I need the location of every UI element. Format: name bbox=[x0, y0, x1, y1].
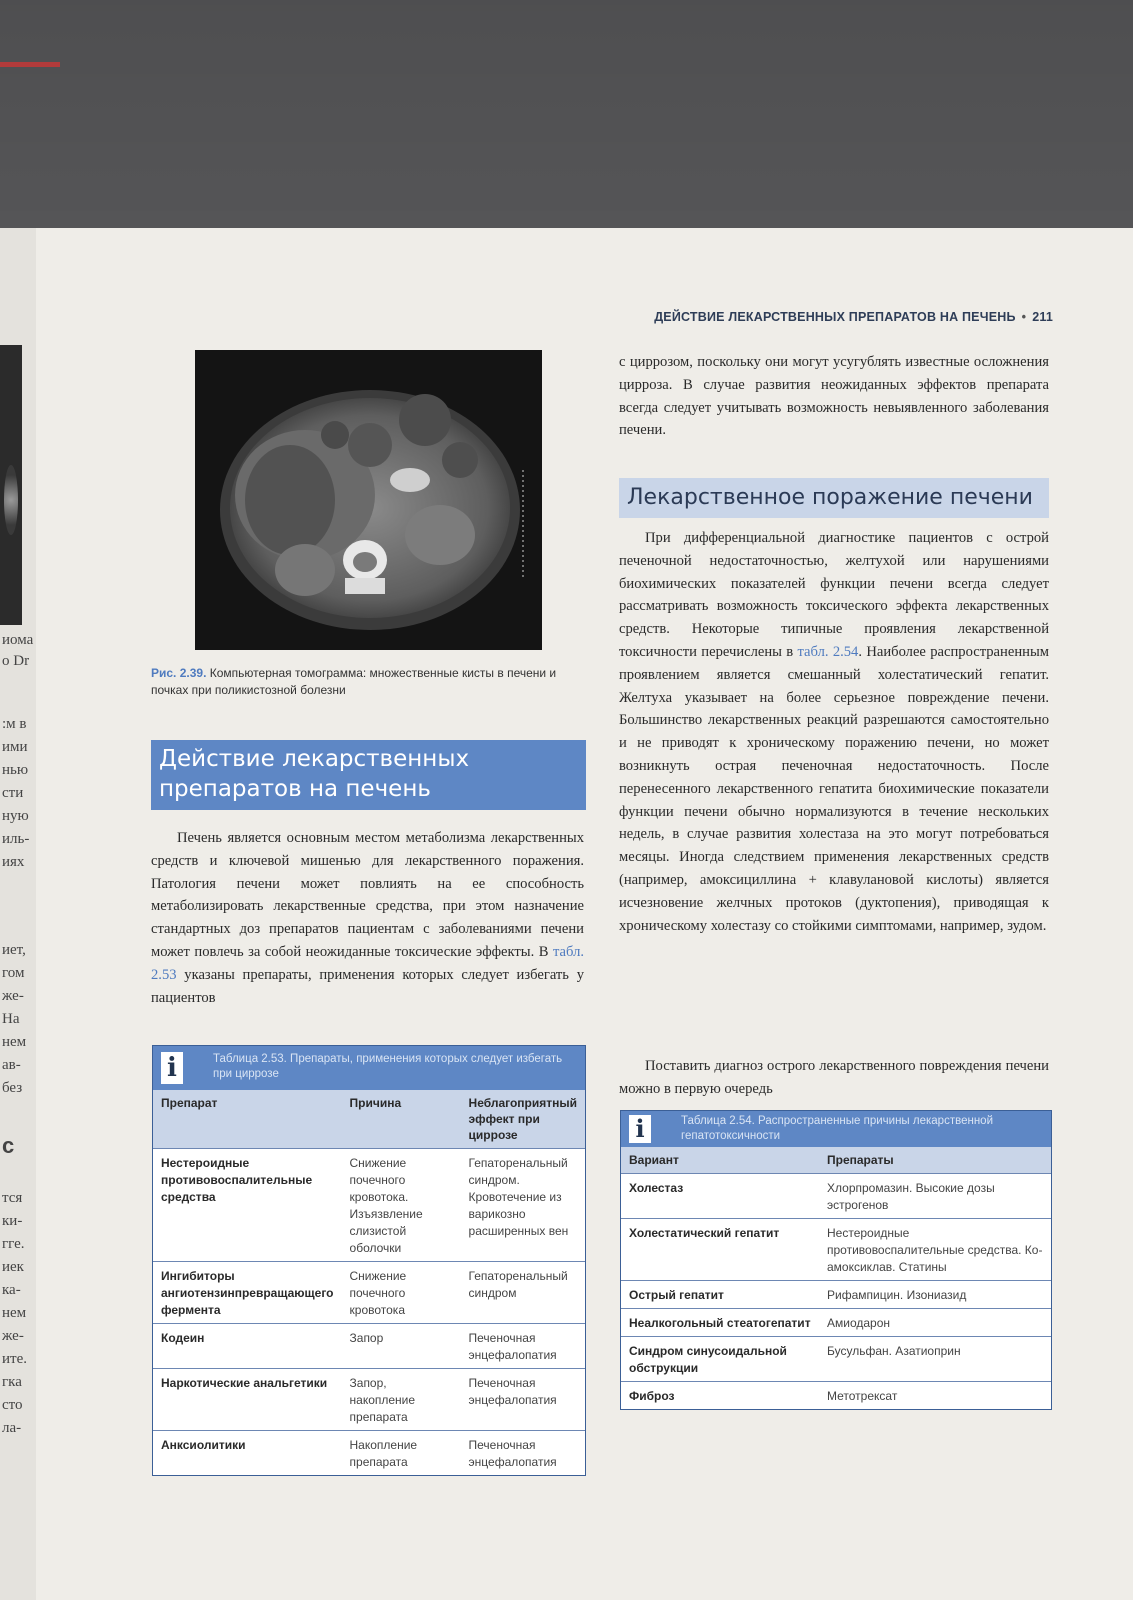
margin-fragment: иома bbox=[2, 632, 34, 648]
paragraph-text: Печень является основным местом метаболизма лекарственных средств и ключевой мишенью для лекарственного поражения. Патология печени может повлиять на ее способность метаболизировать лекарственные средства, при этом назначение стандартных доз препаратов пациентам с заболеваниями печени может повлечь за собой неожиданные токсические эффекты. В bbox=[151, 830, 584, 960]
margin-fragment: ими bbox=[2, 739, 28, 755]
margin-fragment: ла- bbox=[2, 1420, 22, 1436]
table-row bbox=[621, 1382, 1051, 1410]
table-cell: Наркотические анальгетики bbox=[153, 1369, 342, 1431]
margin-fragment: сто bbox=[2, 1397, 23, 1413]
margin-fragment: же- bbox=[2, 988, 24, 1004]
table-row bbox=[621, 1281, 1051, 1309]
margin-fragment: На bbox=[2, 1011, 20, 1027]
margin-fragment: иль- bbox=[2, 831, 30, 847]
paragraph-text: . Наиболее распространенным проявлением является смешанный холестатический гепатит. Желтуха указывает на более серьезное повреждение печени. Большинство лекарственных реакций разрешаются самостоятельно и не приводят к хроническому поражению печени, но может возникнуть острая печеночная недостаточность. После перенесенного лекарственного гепатита биохимические показатели функции печени обычно нормализуются в течение нескольких недель, в случае развития холестаза на это могут потребоваться месяцы. Иногда следствием применения лекарственных средств (например, амоксициллина + клавулановой кислоты) является исчезновение желчных протоков (дуктопения), приводящая к хроническому холестазу со стойкими симптомами, например, зудом. bbox=[619, 643, 1049, 934]
table-header-row bbox=[153, 1090, 585, 1149]
paragraph-left bbox=[151, 827, 584, 1009]
margin-fragment: ав- bbox=[2, 1057, 21, 1073]
ct-scan-image bbox=[195, 350, 542, 650]
margin-fragment: без bbox=[2, 1080, 23, 1096]
table-row bbox=[153, 1369, 585, 1431]
paragraph-right-intro: с циррозом, поскольку они могут усугублять известные осложнения цирроза. В случае развития неожиданных эффектов препарата всегда следует учитывать возможность невыявленного заболевания печени. bbox=[619, 354, 1049, 439]
table-row bbox=[621, 1309, 1051, 1337]
margin-fragment: же- bbox=[2, 1328, 24, 1344]
table-row bbox=[621, 1337, 1051, 1382]
table-header-row bbox=[621, 1147, 1051, 1174]
table-row bbox=[153, 1149, 585, 1262]
table-cell: Ингибиторы ангиотензинпревращающего фермента bbox=[153, 1262, 342, 1324]
margin-fragment: иях bbox=[2, 854, 25, 870]
table-row bbox=[153, 1324, 585, 1369]
table-cell: Анксиолитики bbox=[153, 1431, 342, 1476]
table-cell: Снижение почечного кровотока bbox=[342, 1262, 461, 1324]
column-header: Вариант bbox=[621, 1147, 819, 1174]
table-cell: Метотрексат bbox=[819, 1382, 1051, 1410]
margin-fragment: гом bbox=[2, 965, 25, 981]
page-number: 211 bbox=[1032, 310, 1053, 324]
paragraph-right-diagnosis: Поставить диагноз острого лекарственного повреждения печени можно в первую очередь bbox=[619, 1058, 1049, 1097]
table-cell: Холестаз bbox=[621, 1174, 819, 1219]
margin-fragment: иек bbox=[2, 1259, 24, 1275]
table-cell: Накопление препарата bbox=[342, 1431, 461, 1476]
margin-fragment: нью bbox=[2, 762, 29, 778]
table-cell: Холестатический гепатит bbox=[621, 1219, 819, 1281]
figure-caption bbox=[151, 665, 591, 699]
margin-fragment: нем bbox=[2, 1305, 27, 1321]
section-title-drug-liver-injury: Лекарственное поражение печени bbox=[619, 478, 1049, 518]
table-cell: Синдром синусоидальной обструкции bbox=[621, 1337, 819, 1382]
table-cell: Печеночная энцефалопатия bbox=[461, 1324, 585, 1369]
table-cell: Амиодарон bbox=[819, 1309, 1051, 1337]
table-cell: Рифампицин. Изониазид bbox=[819, 1281, 1051, 1309]
table-cell: Нестероидные противовоспалительные средства bbox=[153, 1149, 342, 1262]
column-header: Препараты bbox=[819, 1147, 1051, 1174]
table-cell: Кодеин bbox=[153, 1324, 342, 1369]
table-54-link[interactable]: табл. 2.54 bbox=[797, 643, 859, 660]
table-header-bar bbox=[621, 1111, 1051, 1147]
running-head-title: ДЕЙСТВИЕ ЛЕКАРСТВЕННЫХ ПРЕПАРАТОВ НА ПЕЧЕНЬ bbox=[654, 310, 1016, 324]
table-cell: Нестероидные противовоспалительные средства. Ко-амоксиклав. Статины bbox=[819, 1219, 1051, 1281]
table-cell: Снижение почечного кровотока. Изъязвление слизистой оболочки bbox=[342, 1149, 461, 1262]
margin-fragment: ите. bbox=[2, 1351, 27, 1367]
table-cell: Печеночная энцефалопатия bbox=[461, 1369, 585, 1431]
margin-fragment: ки- bbox=[2, 1213, 23, 1229]
running-head bbox=[560, 310, 1053, 324]
column-header: Препарат bbox=[153, 1090, 342, 1149]
margin-fragment: с bbox=[2, 1133, 15, 1158]
margin-fragment: гге. bbox=[2, 1236, 25, 1252]
table-row bbox=[153, 1262, 585, 1324]
margin-fragment: ка- bbox=[2, 1282, 21, 1298]
paragraph-text: указаны препараты, применения которых следует избегать у пациентов bbox=[151, 966, 584, 1006]
table-2-54 bbox=[620, 1110, 1052, 1410]
margin-fragment: o Dr bbox=[2, 653, 30, 669]
table-cell: Запор bbox=[342, 1324, 461, 1369]
column-header: Неблагоприятный эффект при циррозе bbox=[461, 1090, 585, 1149]
table-cell: Неалкогольный стеатогепатит bbox=[621, 1309, 819, 1337]
column-header: Причина bbox=[342, 1090, 461, 1149]
table-row bbox=[153, 1431, 585, 1476]
paragraph-right-main bbox=[619, 527, 1049, 937]
table-cell: Фиброз bbox=[621, 1382, 819, 1410]
figure-caption-text: Компьютерная томограмма: множественные кисты в печени и почках при поликистозной болезни bbox=[151, 666, 557, 697]
table-cell: Гепаторенальный синдром bbox=[461, 1262, 585, 1324]
table-row bbox=[621, 1219, 1051, 1281]
margin-fragment: сти bbox=[2, 785, 24, 801]
margin-fragment: тся bbox=[2, 1190, 23, 1206]
table-cell: Печеночная энцефалопатия bbox=[461, 1431, 585, 1476]
margin-fragment: нем bbox=[2, 1034, 27, 1050]
margin-fragment: гка bbox=[2, 1374, 22, 1390]
table-grid bbox=[621, 1147, 1051, 1409]
table-cell: Бусульфан. Азатиоприн bbox=[819, 1337, 1051, 1382]
bullet-separator: • bbox=[1021, 310, 1027, 324]
table-2-53 bbox=[152, 1045, 586, 1476]
table-title: Таблица 2.53. Препараты, применения которых следует избегать при циррозе bbox=[213, 1053, 563, 1080]
table-53-link[interactable]: табл. 2.53 bbox=[151, 943, 584, 983]
table-title: Таблица 2.54. Распространенные причины лекарственной гепатотоксичности bbox=[681, 1115, 993, 1142]
table-cell: Гепаторенальный синдром. Кровотечение из варикозно расширенных вен bbox=[461, 1149, 585, 1262]
red-mark bbox=[0, 62, 60, 67]
paragraph-text: При дифференциальной диагностике пациентов с острой печеночной недостаточностью, желтухой или нарушениями биохимических показателей функции печени всегда следует рассматривать возможность токсического эффекта лекарственных средств. Некоторые типичные проявления лекарственной токсичности перечислены в bbox=[619, 530, 1049, 660]
table-grid bbox=[153, 1090, 585, 1475]
margin-fragment: ную bbox=[2, 808, 29, 824]
previous-page-image bbox=[0, 345, 22, 625]
margin-fragment: :м в bbox=[2, 716, 27, 732]
table-cell: Запор, накопление препарата bbox=[342, 1369, 461, 1431]
info-icon: i bbox=[629, 1115, 651, 1143]
info-icon: i bbox=[161, 1052, 183, 1084]
table-cell: Хлорпромазин. Высокие дозы эстрогенов bbox=[819, 1174, 1051, 1219]
table-cell: Острый гепатит bbox=[621, 1281, 819, 1309]
section-title-drug-effects: Действие лекарственных препаратов на печень bbox=[151, 740, 586, 810]
table-row bbox=[621, 1174, 1051, 1219]
top-band-shade bbox=[0, 0, 1133, 228]
table-header-bar bbox=[153, 1046, 585, 1090]
margin-fragment: иет, bbox=[2, 942, 26, 958]
figure-label: Рис. 2.39. bbox=[151, 666, 207, 680]
